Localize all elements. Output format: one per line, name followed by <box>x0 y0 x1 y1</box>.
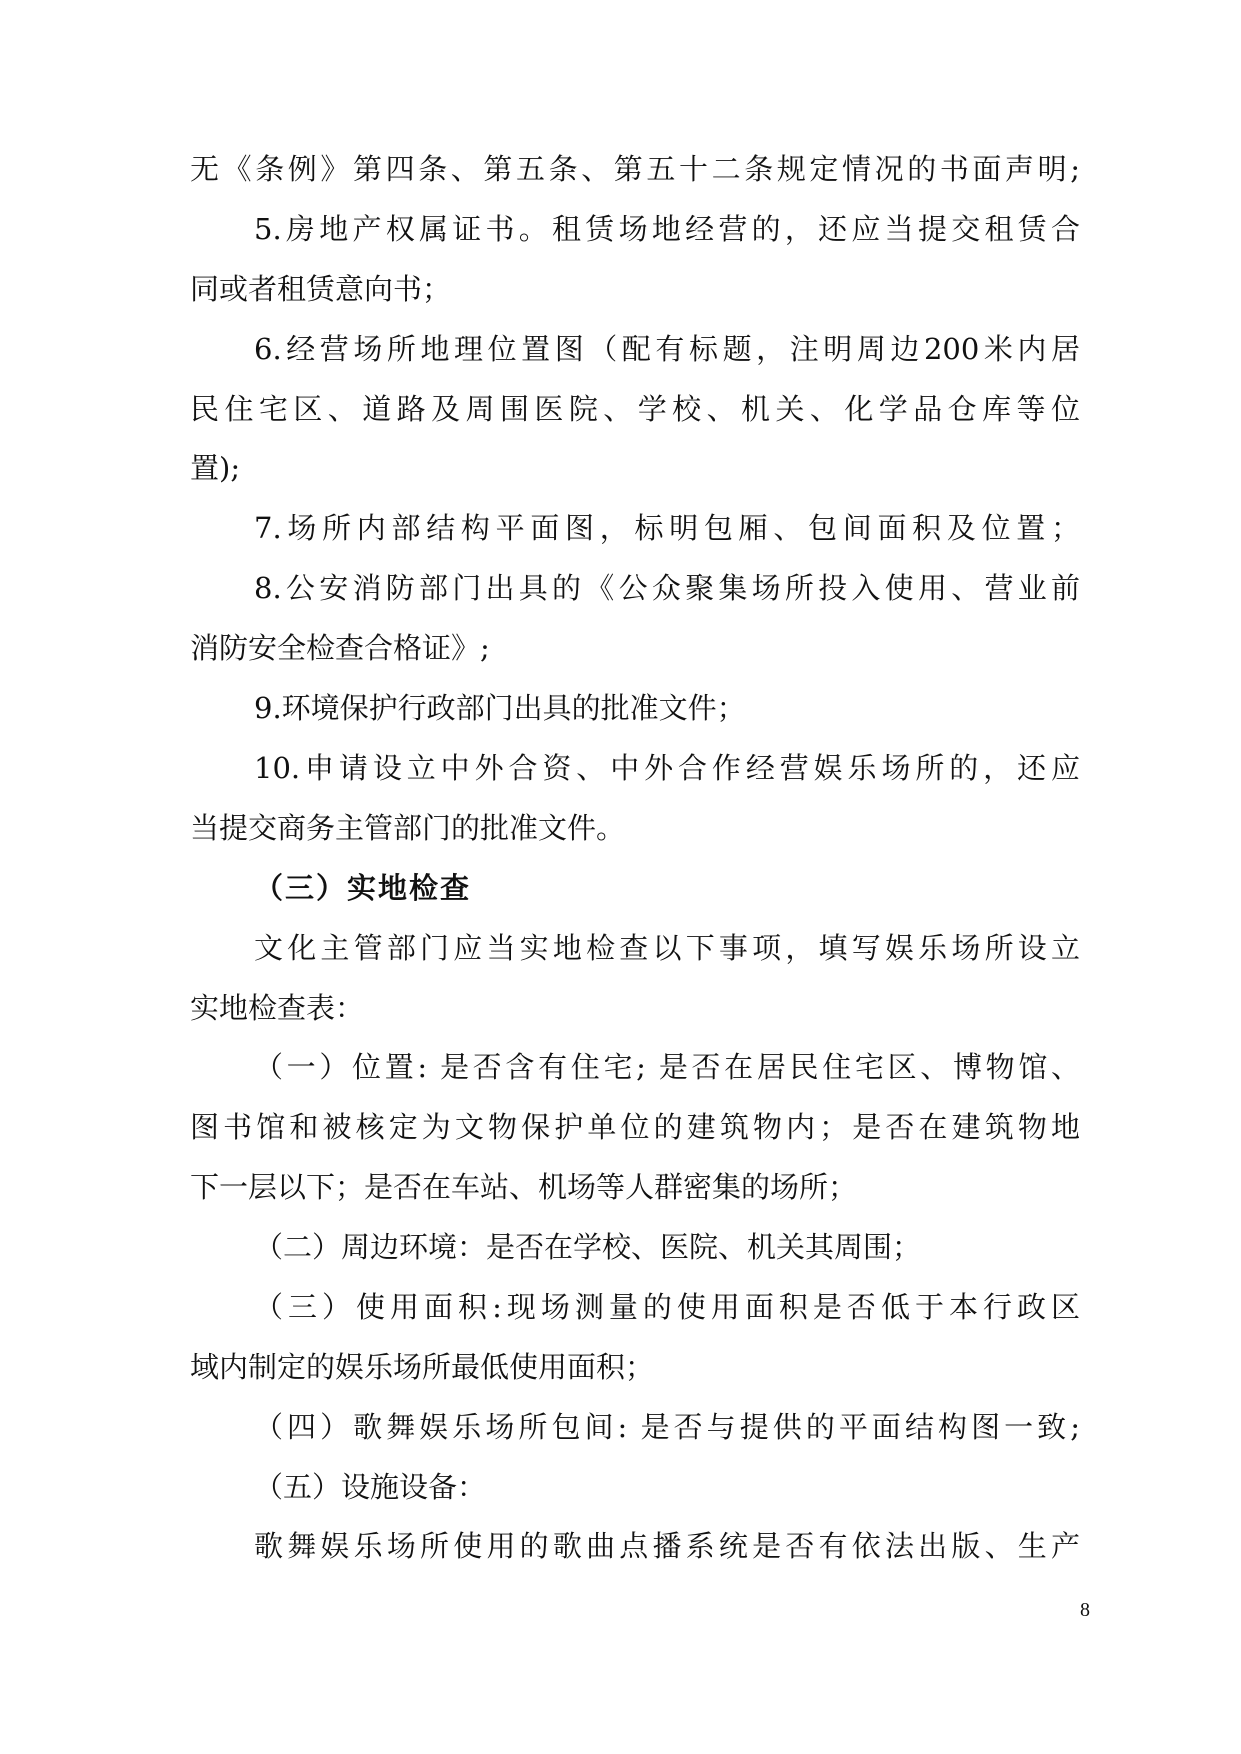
text-line: 当提交商务主管部门的批准文件。 <box>190 811 626 845</box>
text-line: 同或者租赁意向书； <box>190 272 452 306</box>
text-line: 无《条例》第四条、第五条、第五十二条规定情况的书面声明; <box>190 152 1080 186</box>
text-line: 置); <box>190 451 241 485</box>
text-line: 8.公安消防部门出具的《公众聚集场所投入使用、营业前 <box>254 571 1080 605</box>
text-line: 域内制定的娱乐场所最低使用面积； <box>190 1350 655 1384</box>
text-line: 7.场所内部结构平面图，标明包厢、包间面积及位置； <box>254 511 1080 545</box>
text-line: 下一层以下；是否在车站、机场等人群密集的场所； <box>190 1170 858 1204</box>
text-line: 民住宅区、道路及周围医院、学校、机关、化学品仓库等位 <box>190 392 1080 426</box>
text-line: （一）位置: 是否含有住宅; 是否在居民住宅区、博物馆、 <box>254 1050 1080 1084</box>
text-line: （五）设施设备： <box>254 1470 487 1504</box>
text-line: 10.申请设立中外合资、中外合作经营娱乐场所的，还应 <box>254 751 1080 785</box>
text-line: 实地检查表： <box>190 991 365 1025</box>
section-heading: （三）实地检查 <box>254 871 472 905</box>
text-line: （四）歌舞娱乐场所包间: 是否与提供的平面结构图一致; <box>254 1410 1080 1444</box>
text-line: 9.环境保护行政部门出具的批准文件； <box>254 691 746 725</box>
text-line: 图书馆和被核定为文物保护单位的建筑物内；是否在建筑物地 <box>190 1110 1080 1144</box>
page-number: 8 <box>1080 1599 1090 1621</box>
text-line: 歌舞娱乐场所使用的歌曲点播系统是否有依法出版、生产 <box>254 1529 1080 1563</box>
text-line: 6.经营场所地理位置图（配有标题，注明周边200米内居 <box>254 332 1080 366</box>
text-line: 消防安全检查合格证》; <box>190 631 490 665</box>
text-line: （三）使用面积:现场测量的使用面积是否低于本行政区 <box>254 1290 1080 1324</box>
text-line: （二）周边环境：是否在学校、医院、机关其周围； <box>254 1230 922 1264</box>
text-line: 5.房地产权属证书。租赁场地经营的，还应当提交租赁合 <box>254 212 1080 246</box>
text-line: 文化主管部门应当实地检查以下事项，填写娱乐场所设立 <box>254 931 1080 965</box>
